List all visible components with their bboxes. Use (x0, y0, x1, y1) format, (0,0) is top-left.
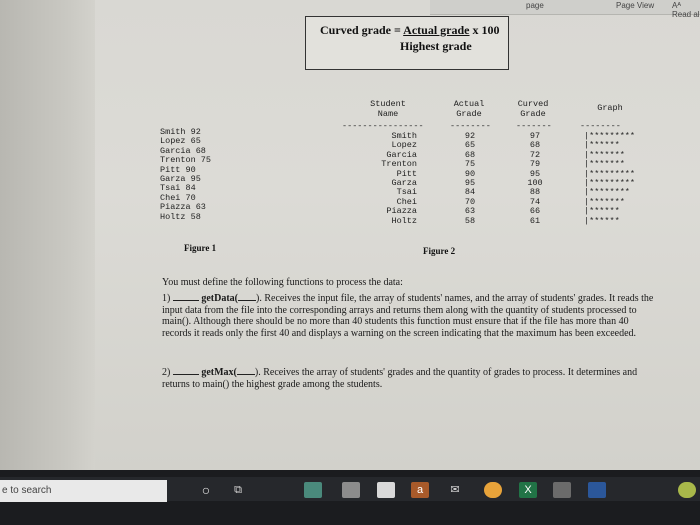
student-name-cell: Chei (396, 196, 417, 207)
item2-blank-before (173, 365, 199, 375)
graph-bar-cell: |****** (584, 206, 620, 217)
figure2-names-column (360, 132, 417, 226)
curved-grade-cell: 68 (529, 140, 541, 151)
cortana-icon[interactable]: ○ (201, 482, 211, 498)
item1-function-name: getData( (201, 293, 238, 304)
formula-box (305, 16, 509, 70)
item1-paragraph (162, 291, 660, 339)
formula-denominator: Highest grade (400, 39, 472, 53)
student-name-cell: Smith (391, 131, 417, 141)
curved-grade-cell: 66 (529, 206, 541, 217)
graph-bar-cell: |********* (584, 178, 636, 189)
read-aloud-button[interactable]: Aᴬ Read al (672, 1, 700, 19)
actual-grade-cell: 65 (464, 140, 476, 151)
dash-name: ---------------- (342, 121, 424, 131)
curved-grade-cell: 97 (529, 131, 541, 141)
chrome-icon[interactable] (484, 482, 502, 498)
item1-after-blank: ). Receives the input file, the array of students' names, and the array of (256, 293, 539, 304)
item1-param-blank (238, 291, 256, 301)
curved-grade-cell: 79 (529, 159, 541, 170)
screen-edge (0, 0, 95, 470)
figure1-line: Holtz 58 (160, 211, 201, 222)
item1-blank-before (173, 291, 199, 301)
search-input[interactable]: e to search (0, 480, 167, 502)
graph-bar-cell: |********* (584, 168, 636, 179)
amazon-icon[interactable]: a (411, 482, 429, 498)
graph-bar-cell: |******* (584, 149, 625, 160)
figure2-graph-column (584, 132, 635, 226)
dash-curved: ------- (516, 121, 552, 131)
student-name-cell: Pitt (396, 168, 417, 179)
actual-grade-cell: 90 (464, 168, 476, 179)
figure1-line: Garza 95 (160, 174, 201, 185)
item2-paragraph (162, 365, 660, 390)
item2-after-blank: ). Receives the array of students' grades and the quantity of grades to process. (254, 367, 566, 378)
task-view-icon[interactable]: ⧉ (234, 484, 242, 496)
item1-number: 1) (162, 293, 171, 304)
header-actual-grade: Actual Grade (453, 99, 485, 119)
student-name-cell: Garza (391, 178, 417, 189)
figure1-line: Garcia 68 (160, 145, 206, 156)
figure2-label: Figure 2 (423, 246, 456, 256)
actual-grade-cell: 70 (464, 196, 476, 207)
figure1-label: Figure 1 (184, 243, 217, 253)
curved-grade-cell: 61 (529, 215, 541, 226)
header-graph: Graph (597, 103, 623, 113)
store-icon[interactable] (377, 482, 395, 498)
student-name-cell: Lopez (391, 140, 417, 151)
figure1-line: Piazza 63 (160, 202, 206, 213)
item1-description: students' grades. It reads the input data from the file into the corresponding arrays and returns them along with the quantity of students processed to main(). Although there should be no more than 40 students this function must ensure that if the file has more than 40 records it reads only the first 40 and displays a warning on the screen indicating that the maximum has been exceeded. (162, 293, 654, 339)
actual-grade-cell: 75 (464, 159, 476, 170)
figure1-line: Tsai 84 (160, 183, 196, 194)
student-name-cell: Garcia (386, 149, 417, 160)
app-icon-3[interactable] (553, 482, 571, 498)
graph-bar-cell: |********* (584, 131, 636, 141)
word-icon[interactable] (588, 482, 606, 498)
curved-grade-cell: 74 (529, 196, 541, 207)
figure2-curved-column (520, 132, 550, 226)
formula-times: x 100 (469, 23, 500, 37)
item2-function-name: getMax( (201, 367, 237, 378)
header-student-name: Student Name (370, 99, 406, 119)
formula-numerator-line (320, 23, 500, 38)
app-icon-1[interactable] (304, 482, 322, 498)
dash-graph: -------- (580, 121, 621, 131)
curved-grade-cell: 95 (529, 168, 541, 179)
figure1-line: Smith 92 (160, 127, 201, 137)
curved-grade-cell: 100 (527, 178, 543, 189)
student-name-cell: Trenton (381, 159, 417, 170)
item2-description: It determines and returns to main() the highest grade among the students. (162, 367, 638, 390)
intro-text: You must define the following functions to process the data: (162, 277, 403, 288)
figure1-line: Chei 70 (160, 192, 196, 203)
page-view-button[interactable]: Page View (616, 1, 655, 10)
actual-grade-cell: 63 (464, 206, 476, 217)
graph-bar-cell: |****** (584, 215, 620, 226)
graph-bar-cell: |****** (584, 140, 620, 151)
actual-grade-cell: 84 (464, 187, 476, 198)
graph-bar-cell: |******** (584, 187, 630, 198)
actual-grade-cell: 58 (464, 215, 476, 226)
excel-icon[interactable]: X (519, 482, 537, 498)
figure1-line: Trenton 75 (160, 155, 212, 166)
figure1-line: Pitt 90 (160, 164, 196, 175)
header-curved-grade: Curved Grade (517, 99, 549, 119)
tray-icon[interactable] (678, 482, 696, 498)
curved-grade-cell: 88 (529, 187, 541, 198)
actual-grade-cell: 68 (464, 149, 476, 160)
formula-lhs: Curved grade = (320, 23, 404, 37)
page-button[interactable]: page (526, 1, 544, 10)
mail-icon[interactable]: ✉ (450, 484, 460, 496)
ribbon-toolbar (430, 0, 700, 19)
student-name-cell: Holtz (391, 215, 417, 226)
item2-number: 2) (162, 367, 171, 378)
figure1-line: Lopez 65 (160, 136, 201, 147)
curved-grade-cell: 72 (529, 149, 541, 160)
dash-actual: -------- (450, 121, 491, 131)
student-name-cell: Piazza (386, 206, 417, 217)
graph-bar-cell: |******* (584, 159, 625, 170)
graph-bar-cell: |******* (584, 196, 625, 207)
actual-grade-cell: 95 (464, 178, 476, 189)
item2-param-blank (237, 365, 255, 375)
actual-grade-cell: 92 (464, 131, 476, 141)
app-icon-2[interactable] (342, 482, 360, 498)
student-name-cell: Tsai (396, 187, 417, 198)
figure1-list (160, 128, 211, 222)
figure2-actual-column (455, 132, 485, 226)
formula-numerator: Actual grade (403, 23, 470, 37)
